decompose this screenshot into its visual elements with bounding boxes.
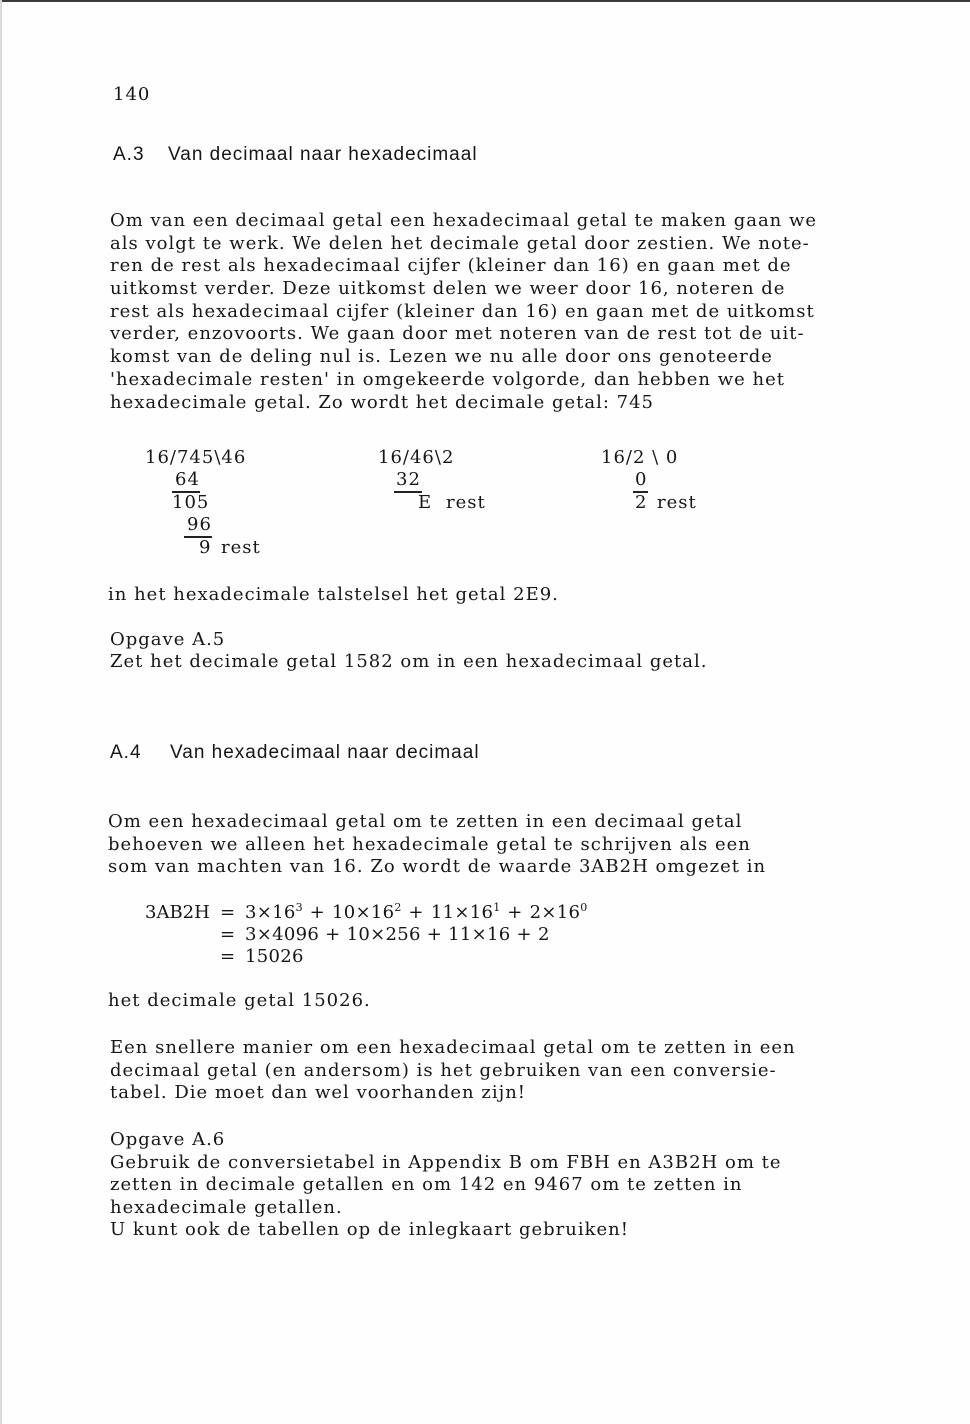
rest-label: rest	[446, 492, 486, 513]
section-number-a4: A.4	[110, 742, 142, 763]
paragraph-line: decimaal getal (en andersom) is het gebruiken van een conversie-	[110, 1059, 777, 1081]
equation-line-3: 15026	[245, 946, 304, 967]
plus-sign: +	[309, 902, 326, 923]
exercise-line: U kunt ook de tabellen op de inlegkaart gebruiken!	[110, 1219, 629, 1241]
page-number: 140	[113, 84, 151, 105]
equation-term: 2×16	[529, 902, 581, 923]
section-title-a4: Van hexadecimaal naar decimaal	[170, 742, 480, 763]
division-step: 96	[187, 514, 212, 535]
division-step: 0	[635, 469, 648, 490]
equals-sign: =	[220, 946, 236, 967]
paragraph-line: tabel. Die moet dan wel voorhanden zijn!	[110, 1082, 527, 1104]
paragraph-line: uitkomst verder. Deze uitkomst delen we weer door 16, noteren de	[110, 278, 786, 300]
paragraph-line: Om een hexadecimaal getal om te zetten in een decimaal getal	[108, 811, 743, 832]
paragraph-line: hexadecimale getal. Zo wordt het decimale getal: 745	[110, 391, 654, 413]
division-remainder: E	[418, 492, 433, 513]
equation-lhs: 3AB2H	[145, 902, 210, 923]
conclusion-line: in het hexadecimale talstelsel het getal 2E9.	[108, 584, 559, 605]
paragraph-a3	[110, 210, 817, 414]
exercise-text: Zet het decimale getal 1582 om in een hexadecimaal getal.	[110, 651, 708, 672]
section-title-a3: Van decimaal naar hexadecimaal	[168, 144, 478, 165]
paragraph-a4-conversion-table	[110, 1037, 796, 1105]
paragraph-line: 'hexadecimale resten' in omgekeerde volgorde, dan hebben we het	[110, 368, 785, 390]
exercise-a5	[110, 629, 708, 673]
plus-sign: +	[507, 902, 523, 923]
division-step: 105	[172, 492, 210, 513]
exercise-a6	[110, 1152, 782, 1242]
division-header: 16/745\46	[145, 447, 247, 468]
paragraph-line: ren de rest als hexadecimaal cijfer (kleiner dan 16) en gaan met de	[110, 255, 792, 277]
equation-exponent: 0	[580, 901, 588, 914]
paragraph-line: som van machten van 16. Zo wordt de waarde 3AB2H omgezet in	[108, 856, 767, 878]
paragraph-line: Om van een decimaal getal een hexadecimaal getal te maken gaan we	[110, 210, 818, 231]
division-step: 32	[396, 469, 421, 490]
paragraph-a4	[108, 811, 766, 879]
division-remainder: 2	[635, 492, 648, 513]
page-top-edge	[0, 0, 970, 2]
exercise-line: zetten in decimale getallen en om 142 en 9467 om te zetten in	[110, 1174, 743, 1196]
exercise-title: Opgave A.6	[110, 1129, 226, 1150]
exercise-line: Gebruik de conversietabel in Appendix B om FBH en A3B2H om te	[110, 1152, 782, 1173]
paragraph-line: verder, enzovoorts. We gaan door met noteren van de rest tot de uit-	[110, 323, 805, 345]
equation-exponent: 3	[295, 901, 303, 914]
division-header: 16/2 \ 0	[601, 447, 679, 468]
equation-term: 11×16	[430, 902, 494, 923]
rest-label: rest	[657, 492, 697, 513]
equation-exponent: 2	[394, 901, 402, 914]
equation-term: 10×16	[332, 902, 395, 923]
paragraph-line: komst van de deling nul is. Lezen we nu alle door ons genoteerde	[110, 346, 773, 368]
section-number-a3: A.3	[113, 144, 145, 165]
exercise-title: Opgave A.5	[110, 629, 226, 650]
result-line: het decimale getal 15026.	[108, 990, 371, 1011]
paragraph-line: als volgt te werk. We delen het decimale getal door zestien. We note-	[110, 232, 810, 254]
paragraph-line: Een snellere manier om een hexadecimaal getal om te zetten in een	[110, 1037, 796, 1058]
equals-sign: =	[220, 924, 236, 945]
page-left-edge	[0, 0, 2, 1424]
equals-sign: =	[220, 902, 236, 923]
division-step: 64	[175, 469, 200, 490]
equation-line-2: 3×4096 + 10×256 + 11×16 + 2	[245, 924, 550, 945]
equation-exponent: 1	[493, 901, 501, 914]
equation-term: 3×16	[245, 902, 296, 923]
paragraph-line: behoeven we alleen het hexadecimale getal te schrijven als een	[108, 833, 751, 855]
division-header: 16/46\2	[378, 447, 455, 468]
exercise-line: hexadecimale getallen.	[110, 1196, 343, 1218]
plus-sign: +	[408, 902, 424, 923]
division-remainder: 9	[199, 537, 212, 558]
paragraph-line: rest als hexadecimaal cijfer (kleiner dan 16) en gaan met de uitkomst	[110, 300, 815, 322]
equation-line-1	[245, 902, 587, 924]
rest-label: rest	[221, 537, 261, 558]
